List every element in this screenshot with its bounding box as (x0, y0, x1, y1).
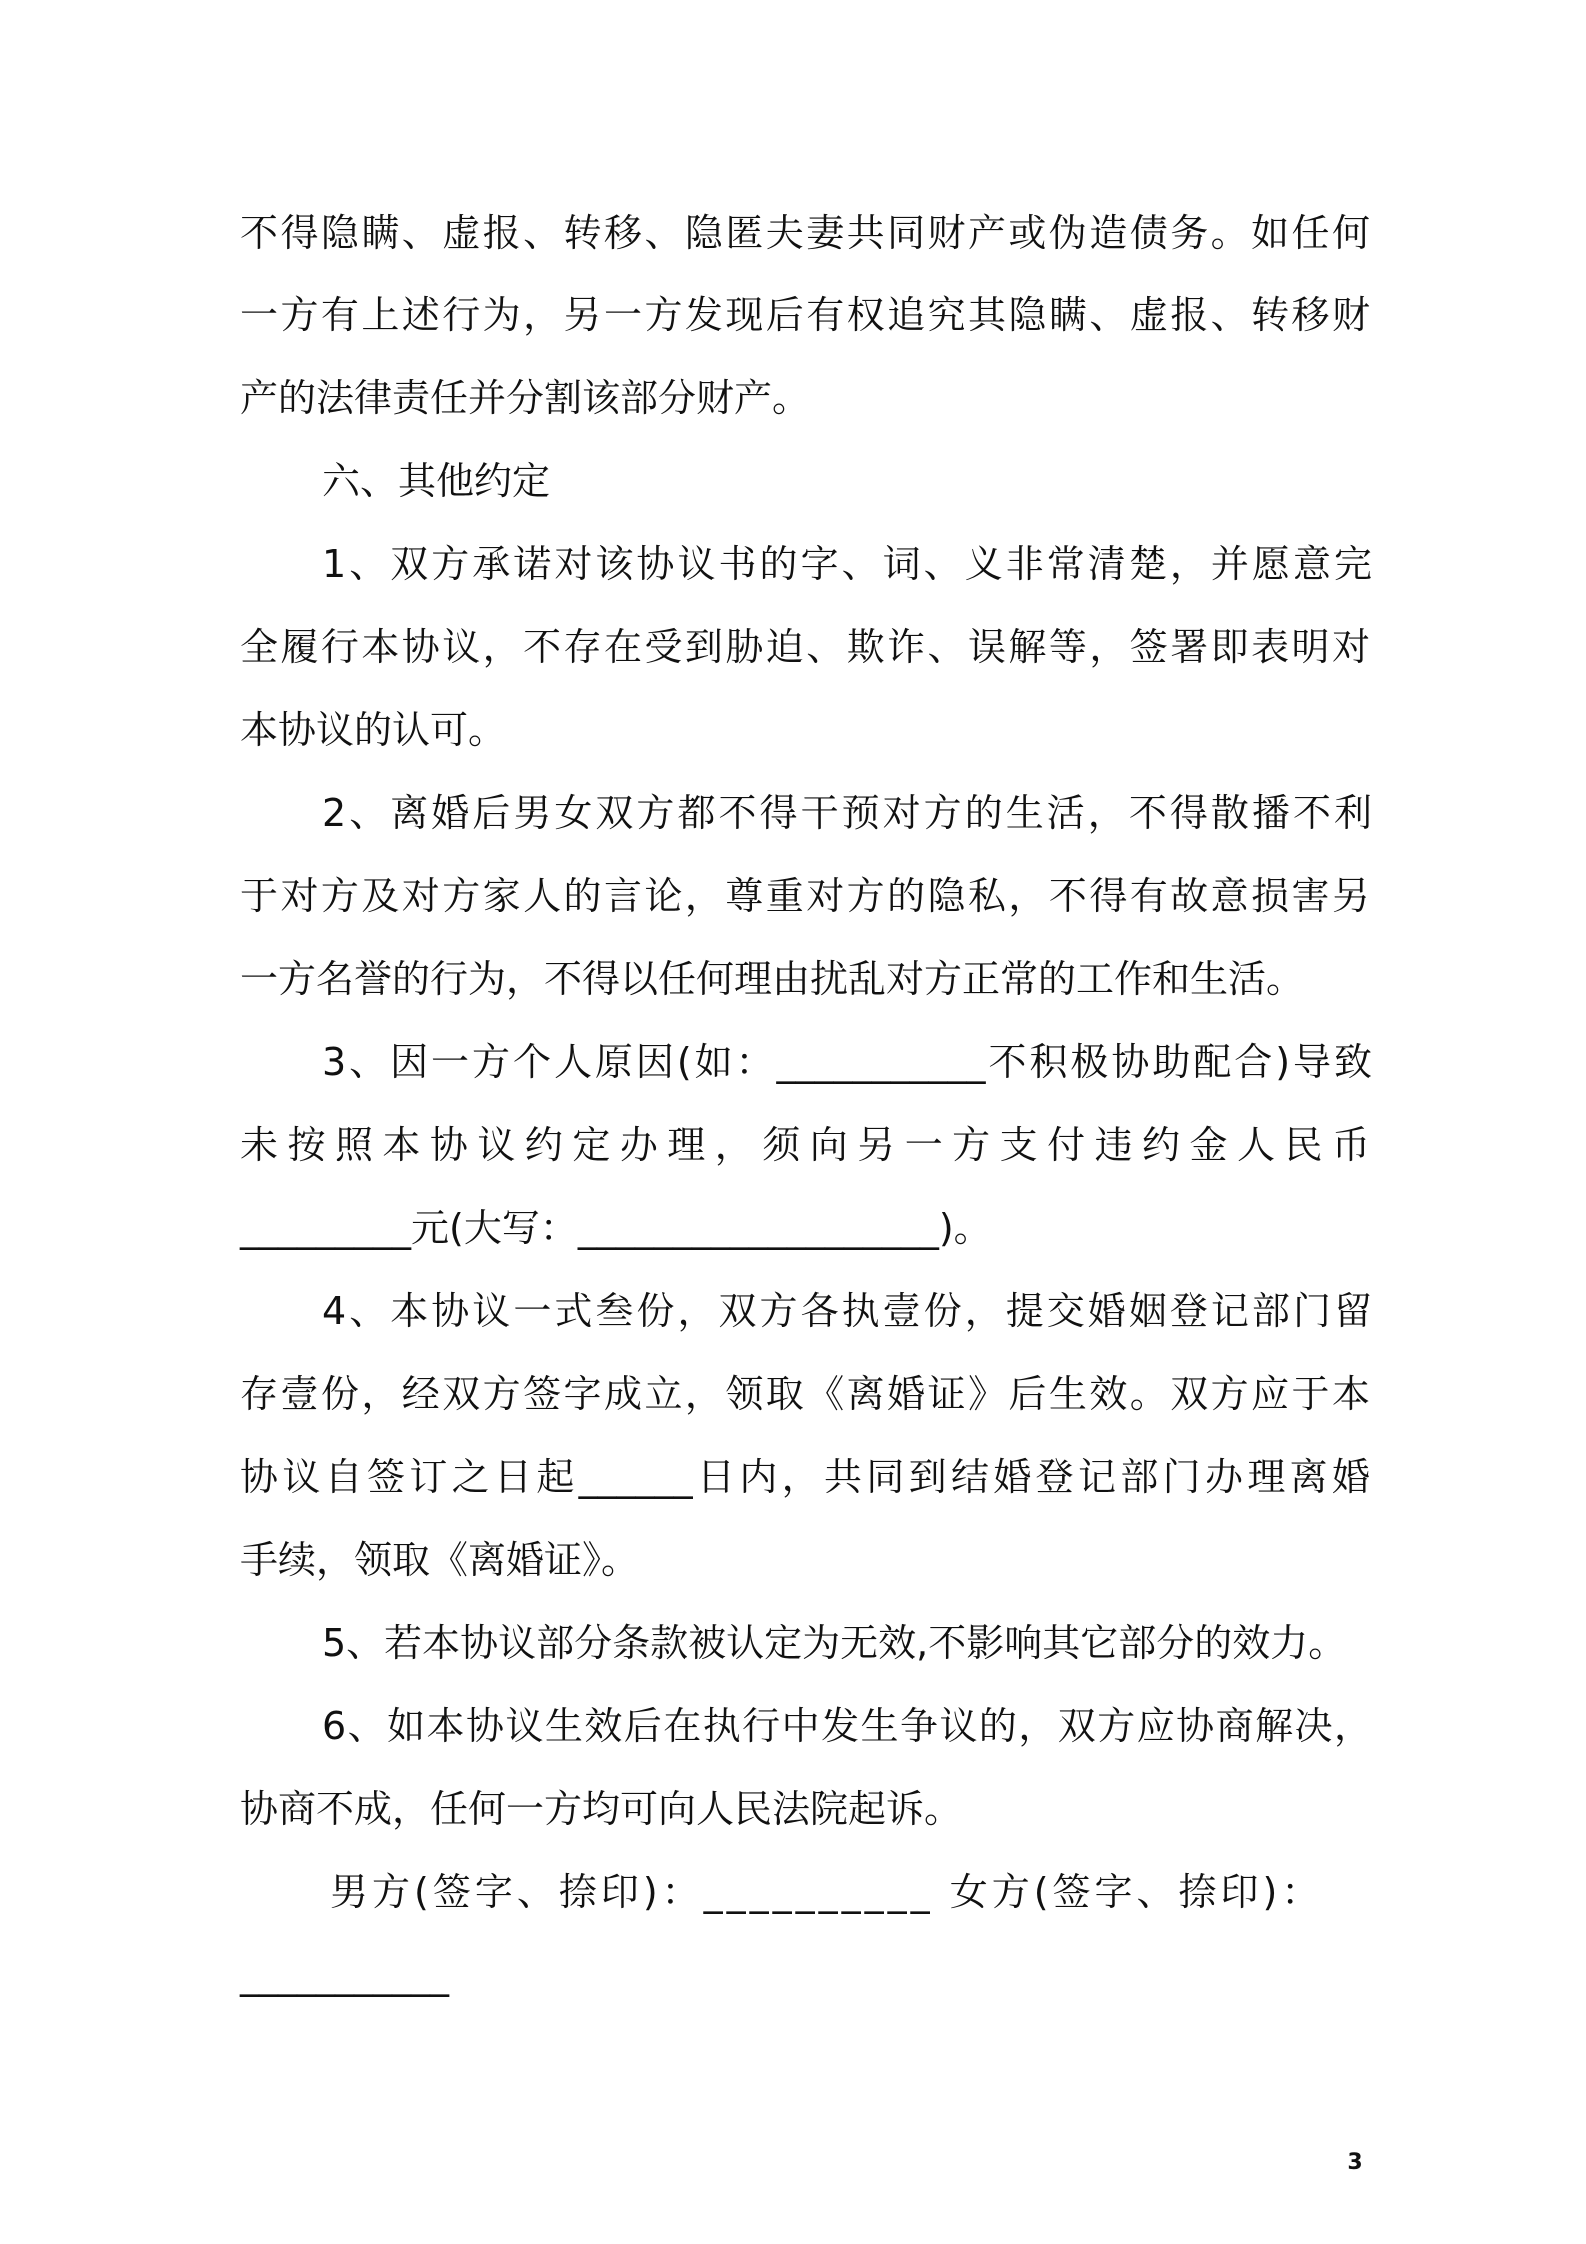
section-heading: 六、其他约定 (322, 459, 551, 503)
clause-2-line: 于对方及对方家人的言论，尊重对方的隐私，不得有故意损害另 (240, 874, 1370, 918)
clause-6-line: 6、如本协议生效后在执行中发生争议的，双方应协商解决， (322, 1704, 1372, 1748)
body-text-line: 一方有上述行为，另一方发现后有权追究其隐瞒、虚报、转移财 (240, 293, 1370, 337)
clause-1-line: 1、双方承诺对该协议书的字、词、义非常清楚，并愿意完 (322, 542, 1372, 586)
clause-6-line: 协商不成，任何一方均可向人民法院起诉。 (240, 1787, 963, 1831)
clause-2-line: 一方名誉的行为，不得以任何理由扰乱对方正常的工作和生活。 (240, 957, 1305, 1001)
clause-3-line: 3、因一方个人原因(如：___________不积极协助配合)导致 (322, 1040, 1372, 1084)
clause-4-line: 存壹份，经双方签字成立，领取《离婚证》后生效。双方应于本 (240, 1372, 1370, 1416)
clause-3-line: _________元(大写：___________________)。 (240, 1206, 992, 1250)
clause-4-line: 手续，领取《离婚证》。 (240, 1538, 640, 1582)
page-number: 3 (1347, 2150, 1363, 2175)
clause-5-line: 5、若本协议部分条款被认定为无效,不影响其它部分的效力。 (322, 1621, 1347, 1665)
clause-4-line: 4、本协议一式叁份，双方各执壹份，提交婚姻登记部门留 (322, 1289, 1372, 1333)
clause-4-line: 协议自签订之日起______日内，共同到结婚登记部门办理离婚 (240, 1455, 1370, 1499)
clause-1-line: 全履行本协议，不存在受到胁迫、欺诈、误解等，签署即表明对 (240, 625, 1370, 669)
signature-blank: ___________ (240, 1953, 449, 1997)
clause-3-line: 未按照本协议约定办理，须向另一方支付违约金人民币 (240, 1123, 1370, 1167)
body-text-line: 不得隐瞒、虚报、转移、隐匿夫妻共同财产或伪造债务。如任何 (240, 211, 1370, 255)
clause-1-line: 本协议的认可。 (240, 708, 507, 752)
signature-line: 男方(签字、捺印)：__________ 女方(签字、捺印)： (330, 1870, 1324, 1914)
body-text-line: 产的法律责任并分割该部分财产。 (240, 376, 811, 420)
clause-2-line: 2、离婚后男女双方都不得干预对方的生活，不得散播不利 (322, 791, 1372, 835)
